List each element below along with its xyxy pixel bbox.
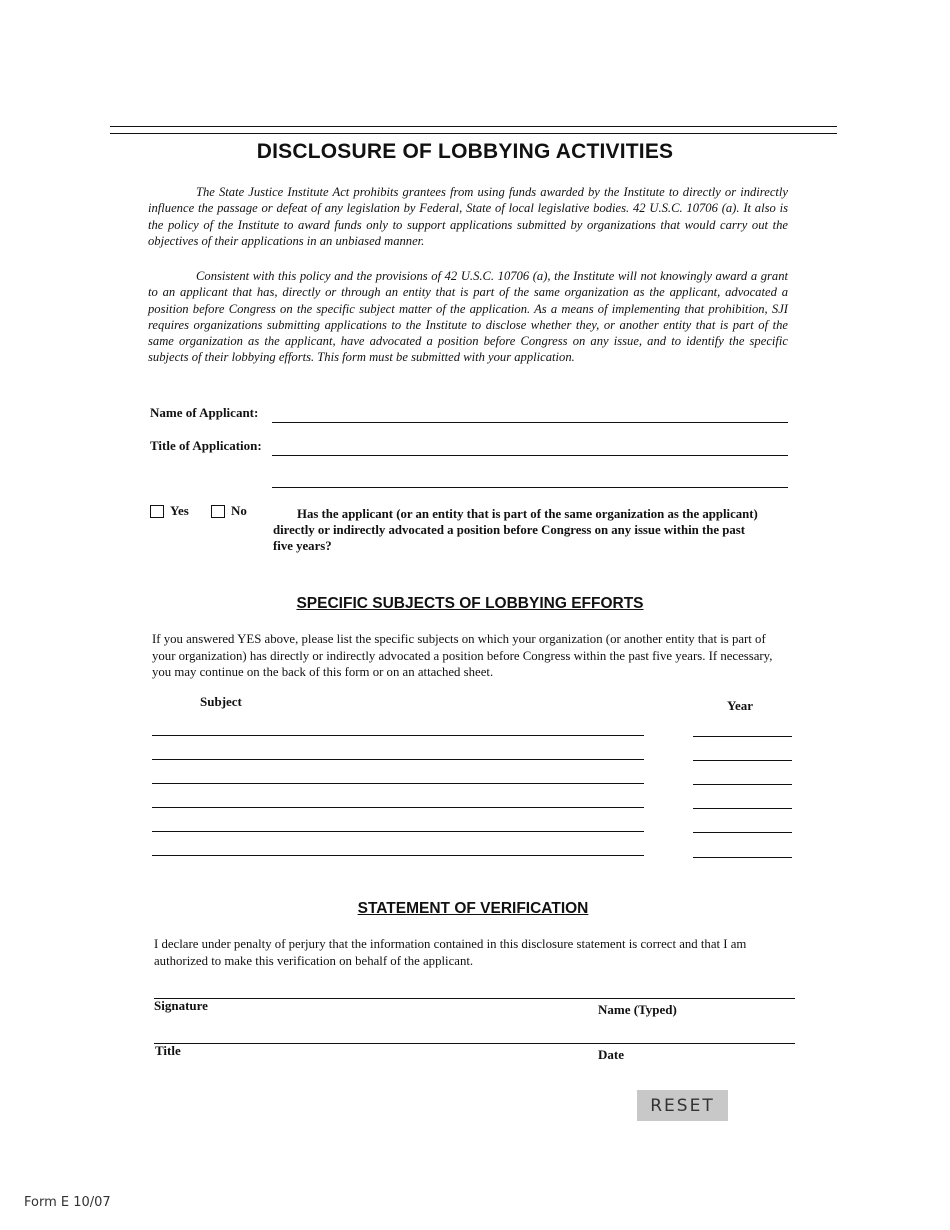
no-label: No [231,503,247,518]
lobbying-question [273,506,763,554]
top-rule-2 [110,133,837,134]
reset-button[interactable]: RESET [637,1090,728,1121]
name-of-applicant-field[interactable] [272,422,788,423]
subject-line[interactable] [152,735,644,736]
intro-paragraph-1-text: The State Justice Institute Act prohibits grantees from using funds awarded by the Institute to directly or indirectly influence the passage or defeat of any legislation by Federal, State of local legislative bodies. 42 U.S.C. 10706 (a). It also is the policy of the Institute to award funds only to support applications submitted by organizations that would carry out the objectives of their applications in an unbiased manner. [148,185,788,248]
name-of-applicant-label: Name of Applicant: [150,405,259,420]
title-line[interactable] [154,1043,795,1044]
lobbying-subjects-heading: SPECIFIC SUBJECTS OF LOBBYING EFFORTS [296,595,644,612]
subject-line[interactable] [152,831,644,832]
year-line[interactable] [693,736,792,737]
lobbying-instructions: If you answered YES above, please list the specific subjects on which your organization (or another entity that is part of your organization) has directly or indirectly advocated a position before Congress within the past five years. If necessary, you may continue on the back of this form or on an attached sheet. [152,632,773,679]
lobbying-question-text: Has the applicant (or an entity that is part of the same organization as the applicant) directly or indirectly advocated a position before Congress on any issue within the past five years? [273,507,758,553]
no-checkbox[interactable] [211,505,225,518]
subject-line[interactable] [152,855,644,856]
intro-paragraph-1 [148,184,788,249]
subject-line[interactable] [152,783,644,784]
top-rule-1 [110,126,837,127]
subject-line[interactable] [152,759,644,760]
intro-paragraph-2 [148,268,788,366]
year-line[interactable] [693,808,792,809]
subject-column-header: Subject [200,694,242,709]
yes-label: Yes [170,503,189,518]
title-of-application-field[interactable] [272,455,788,456]
name-typed-label: Name (Typed) [598,1002,677,1017]
yes-checkbox[interactable] [150,505,164,518]
subject-line[interactable] [152,807,644,808]
intro-paragraph-2-text: Consistent with this policy and the provisions of 42 U.S.C. 10706 (a), the Institute will not knowingly award a grant to an applicant that has, directly or through an entity that is part of the same organization as the applicant, advocated a position before Congress on the specific subject matter of the application. As a means of implementing that prohibition, SJI requires organizations submitting applications to the Institute to disclose whether they, or another entity that is part of the same organization as the applicant, have advocated a position before Congress on any issue, and to identify the specific subjects of their lobbying efforts. This form must be submitted with your application. [148,269,788,365]
verification-heading: STATEMENT OF VERIFICATION [357,900,589,917]
year-line[interactable] [693,832,792,833]
year-line[interactable] [693,857,792,858]
title-of-application-field-line-2[interactable] [272,487,788,488]
signature-label: Signature [154,998,208,1013]
verification-statement: I declare under penalty of perjury that the information contained in this disclosure statement is correct and that I am authorized to make this verification on behalf of the applicant. [154,937,747,968]
year-line[interactable] [693,784,792,785]
title-of-application-label: Title of Application: [150,438,262,453]
year-column-header: Year [727,698,753,713]
title-label: Title [155,1043,181,1058]
date-label: Date [598,1047,624,1062]
form-title: DISCLOSURE OF LOBBYING ACTIVITIES [256,140,674,163]
year-line[interactable] [693,760,792,761]
signature-line[interactable] [154,998,795,999]
form-footer: Form E 10/07 [24,1195,111,1210]
